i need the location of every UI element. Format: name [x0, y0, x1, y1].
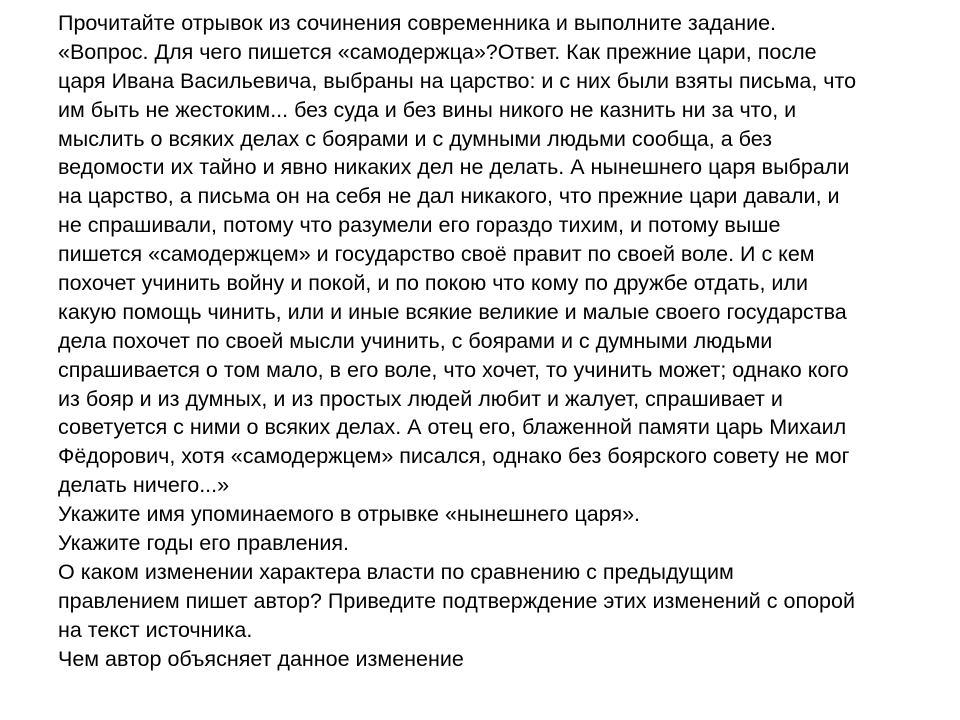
- task-question-4: Чем автор объясняет данное изменение: [58, 646, 464, 671]
- text-line-quote: пишется «самодержцем» и государство своё правит по своей воле. И с кем: [58, 242, 815, 267]
- text-line-quote: какую помощь чинить, или и иные всякие великие и малые своего государства: [58, 299, 847, 324]
- text-line-quote: похочет учинить войну и покой, и по покою что кому по дружбе отдать, или: [58, 271, 808, 296]
- text-line-quote: делать ничего...»: [58, 473, 230, 498]
- text-line-quote: «Вопрос. Для чего пишется «самодержца»?Ответ. Как прежние цари, после: [58, 39, 817, 64]
- text-line-quote: дела похочет по своей мысли учинить, с боярами и с думными людьми: [58, 328, 773, 353]
- text-line-quote: не спрашивали, потому что разумели его гораздо тихим, и потому выше: [58, 213, 781, 238]
- task-question-3: правлением пишет автор? Приведите подтверждение этих изменений с опорой: [58, 588, 855, 613]
- task-question-3: О каком изменении характера власти по сравнению с предыдущим: [58, 559, 734, 584]
- text-line-quote: мыслить о всяких делах с боярами и с думными людьми сообща, а без: [58, 126, 773, 151]
- text-line-quote: спрашивается о том мало, в его воле, что хочет, то учинить может; однако кого: [58, 357, 849, 382]
- task-question-2: Укажите годы его правления.: [58, 531, 350, 556]
- task-question-1: Укажите имя упоминаемого в отрывке «нынешнего царя».: [58, 502, 641, 527]
- text-line-quote: советуется с ними о всяких делах. А отец его, блаженной памяти царь Михаил: [58, 415, 847, 440]
- text-line-quote: Фёдорович, хотя «самодержцем» писался, однако без боярского совету не мог: [58, 444, 850, 469]
- text-line-intro: Прочитайте отрывок из сочинения современника и выполните задание.: [58, 11, 777, 35]
- text-line-quote: им быть не жестоким... без суда и без вины никого не казнить ни за что, и: [58, 97, 797, 122]
- task-question-3: на текст источника.: [58, 617, 253, 642]
- slide-text: [58, 9, 958, 673]
- text-line-quote: из бояр и из думных, и из простых людей любит и жалует, спрашивает и: [58, 386, 783, 411]
- text-line-quote: царя Ивана Васильевича, выбраны на царство: и с них были взяты письма, что: [58, 68, 857, 93]
- text-line-quote: ведомости их тайно и явно никаких дел не делать. А нынешнего царя выбрали: [58, 155, 850, 180]
- text-line-quote: на царство, а письма он на себя не дал никакого, что прежние цари давали, и: [58, 184, 840, 209]
